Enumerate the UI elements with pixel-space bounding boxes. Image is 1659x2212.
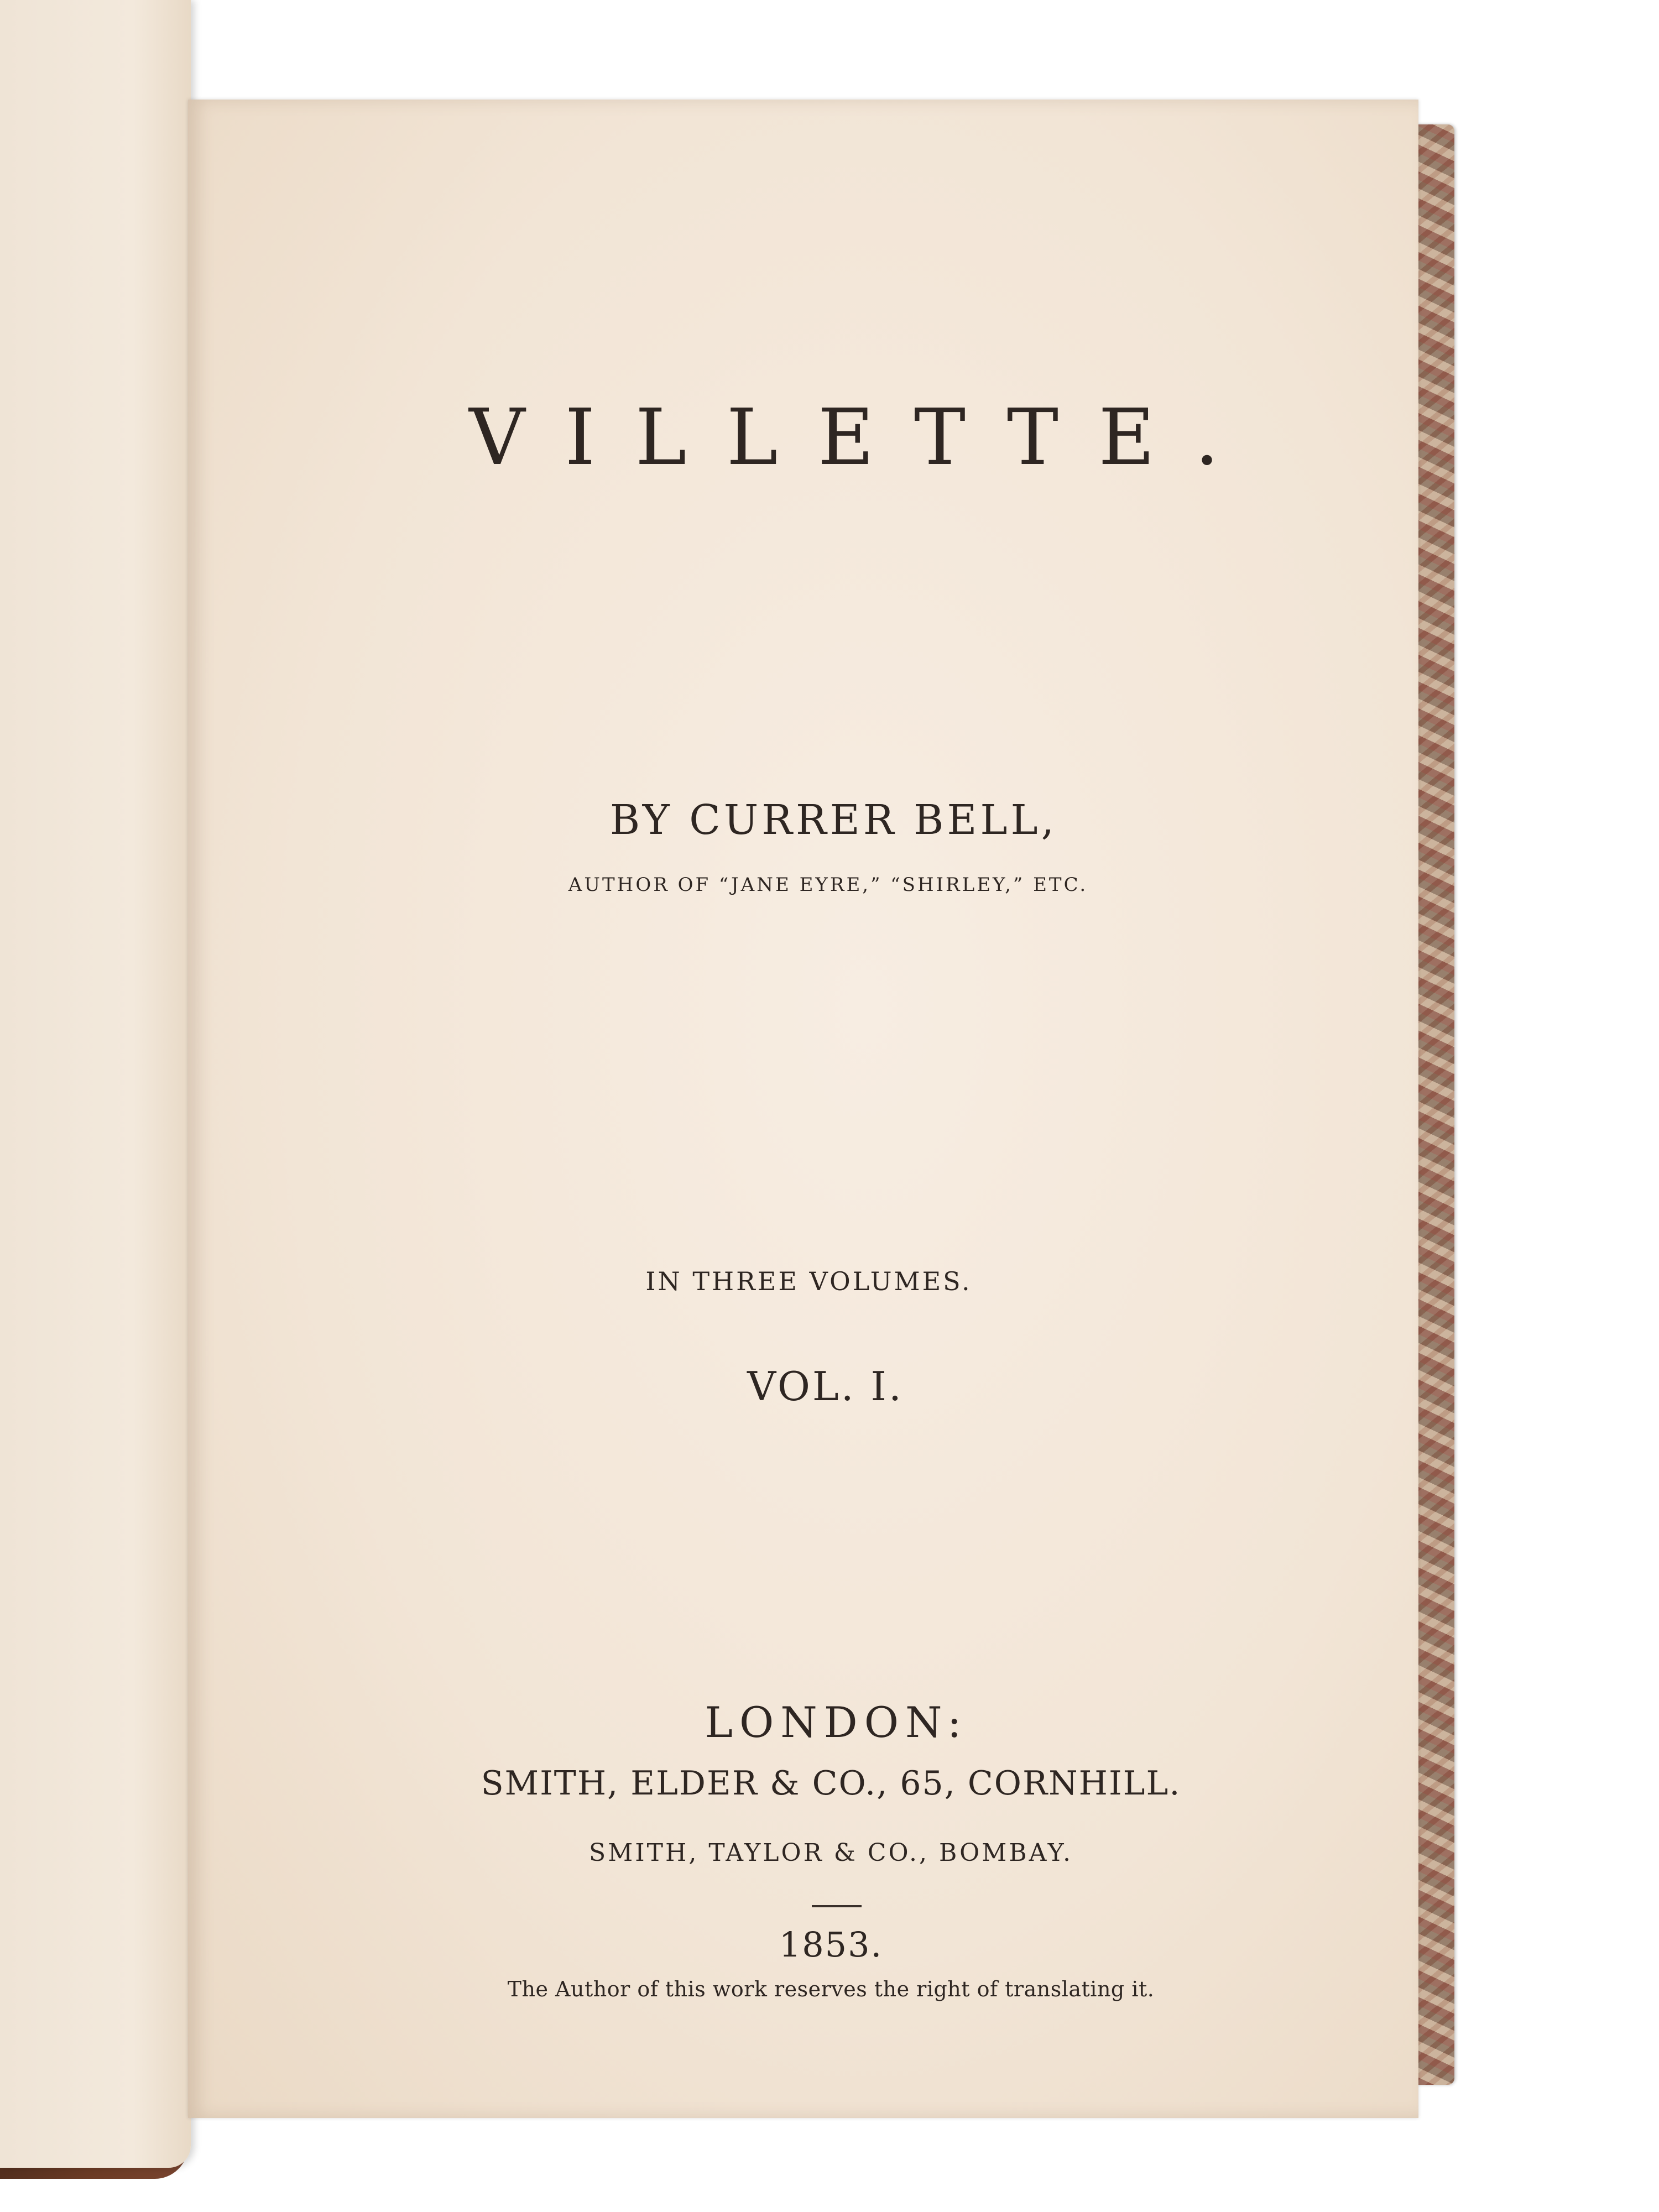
publication-place: LONDON: (705, 1698, 968, 1747)
publisher-line: SMITH, ELDER & CO., 65, CORNHILL. (481, 1764, 1181, 1803)
volume-count: IN THREE VOLUMES. (645, 1266, 972, 1296)
author-byline: BY CURRER BELL, (609, 796, 1058, 844)
author-previous-works: AUTHOR OF “JANE EYRE,” “SHIRLEY,” ETC. (568, 874, 1088, 896)
publication-year: 1853. (779, 1924, 883, 1965)
book-title: VILLETTE. (469, 393, 1259, 483)
co-publisher-line: SMITH, TAYLOR & CO., BOMBAY. (589, 1839, 1073, 1867)
left-blank-page (0, 0, 191, 2168)
divider-rule (812, 1905, 862, 1907)
volume-number: VOL. I. (747, 1363, 904, 1410)
title-page (188, 100, 1418, 2118)
rights-notice: The Author of this work reserves the right of translating it. (507, 1977, 1155, 2001)
